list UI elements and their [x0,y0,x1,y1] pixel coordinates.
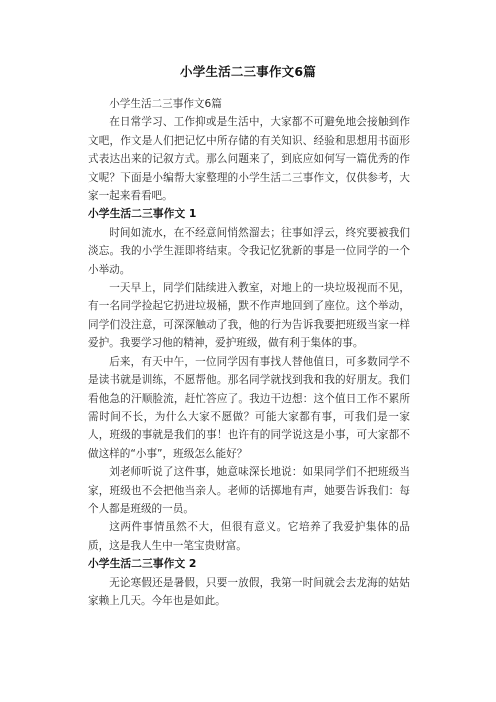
essay-2-paragraph: 无论寒假还是暑假，只要一放假，我第一时间就会去龙海的姑姑家赖上几天。今年也是如此。 [88,576,410,607]
essay-1-paragraph: 这两件事情虽然不大，但很有意义。它培养了我爱护集体的品质，这是我人生中一笔宝贵财富。 [88,521,410,552]
essay-1-paragraph: 时间如流水，在不经意间悄然溜去；往事如浮云，终究要被我们淡忘。我的小学生涯即将结束。令我记忆犹新的事是一位同学的一个小举动。 [88,226,410,276]
document-title: 小学生活二三事作文6篇 [180,64,316,79]
intro-paragraph: 在日常学习、工作抑或是生活中，大家都不可避免地会接触到作文吧，作文是人们把记忆中所存储的有关知识、经验和思想用书面形式表达出来的记叙方式。那么问题来了，到底应如何写一篇优秀的作文呢？下面是小编帮大家整理的小学生活二三事作文，仅供参考，大家一起来看看吧。 [88,116,410,203]
intro-title: 小学生活二三事作文6篇 [109,98,222,110]
essay-1-paragraph: 刘老师听说了这件事，她意味深长地说：如果同学们不把班级当家，班级也不会把他当亲人。老师的话掷地有声，她要告诉我们：每个人都是班级的一员。 [88,466,410,515]
essay-1-heading: 小学生活二三事作文 1 [88,207,197,221]
document-body [88,95,410,610]
essay-1-paragraph: 后来，有天中午，一位同学因有事找人替他值日，可多数同学不是读书就是训练，不愿帮他。那名同学就找到我和我的好朋友。我们看他急的汗顺脸流，赶忙答应了。我边干边想：这个值日工作不累所需时间不长，为什么大家不愿做？可能大家都有事，可我们是一家人，班级的事就是我们的事！也许有的同学说这是小事，可大家都不做这样的“小事”，班级怎么能好？ [88,355,410,460]
essay-1-paragraph: 一天早上，同学们陆续进入教室，对地上的一块垃圾视而不见，有一名同学捡起它扔进垃圾桶，默不作声地回到了座位。这个举动，同学们没注意，可深深触动了我，他的行为告诉我要把班级当家一样爱护。我要学习他的精神，爱护班级，做有利于集体的事。 [88,282,410,350]
essay-2-heading: 小学生活二三事作文 2 [88,557,197,571]
